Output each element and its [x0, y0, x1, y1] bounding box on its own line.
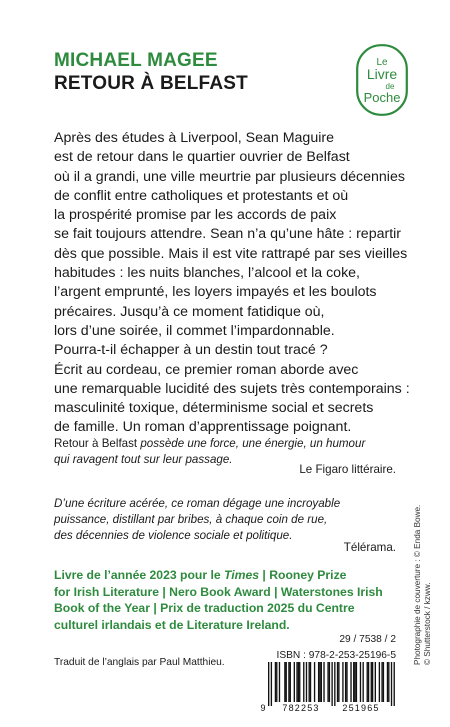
awards-list: [54, 567, 383, 633]
barcode-bar: [303, 662, 304, 702]
blurb-line: Écrit au cordeau, ce premier roman aborde avec: [54, 361, 359, 378]
barcode-digit-first: 9: [260, 703, 266, 712]
quote-text: possède une force, une énergie, un humour: [137, 437, 366, 450]
isbn: ISBN : 978-2-253-25196-5: [276, 650, 396, 661]
press-quote-telerama: [54, 496, 394, 544]
barcode-bar: [353, 662, 354, 702]
barcode-bar: [290, 662, 291, 702]
barcode-bar: [338, 662, 339, 702]
quote-line: qui ravagent tout sur leur passage.: [54, 453, 233, 466]
awards-text: | Rooney Prize: [259, 568, 347, 582]
awards-line: culturel irlandais et de Literature Ireland.: [54, 617, 290, 632]
barcode-bar: [394, 662, 395, 706]
barcode-bar: [342, 662, 343, 702]
barcode-bar: [294, 662, 295, 702]
book-title: RETOUR À BELFAST: [54, 73, 248, 94]
barcode-bar: [372, 662, 373, 702]
quote-line: des décennies de violence sociale et politique.: [54, 529, 293, 542]
barcode-bar: [329, 662, 330, 702]
blurb-line: Après des études à Liverpool, Sean Maguire: [54, 130, 334, 146]
blurb-line: l’argent emprunté, les loyers impayés et les boulots: [54, 284, 377, 301]
logo-text-de: de: [385, 82, 395, 91]
catalog-ref: 29 / 7538 / 2: [339, 634, 396, 645]
logo-text-le: Le: [376, 57, 388, 68]
quote-line: [54, 436, 399, 452]
barcode-bar: [310, 662, 311, 702]
barcode-bar: [306, 662, 307, 702]
barcode-bar: [379, 662, 380, 702]
barcode-bar: [367, 662, 368, 702]
barcode-bar: [387, 662, 388, 702]
barcode-bar: [354, 662, 355, 702]
barcode-digits-left: 782253: [282, 703, 320, 712]
blurb-line: précaires. Jusqu’à ce moment fatidique où,: [54, 303, 325, 320]
logo-text-poche: Poche: [363, 90, 401, 105]
barcode-bar: [327, 662, 328, 702]
credit-line: © Shutterstock / kzww.: [423, 582, 432, 665]
barcode-bar: [356, 662, 357, 702]
quote-book-title: Retour à Belfast: [54, 437, 138, 450]
quote-source-telerama: Télérama.: [343, 541, 396, 554]
barcode-bar: [371, 662, 372, 702]
blurb-line: où il a grandi, une ville meurtrie par plusieurs décennies: [54, 168, 405, 185]
translator-credit: Traduit de l’anglais par Paul Matthieu.: [54, 657, 225, 668]
awards-line: Book of the Year | Prix de traduction 2025 du Centre: [54, 601, 355, 615]
barcode-bar: [334, 662, 335, 706]
livre-de-poche-logo: [356, 44, 408, 116]
quote-source-figaro: Le Figaro littéraire.: [299, 463, 396, 476]
barcode-bar: [314, 662, 315, 702]
barcode-bar: [350, 662, 351, 702]
photo-credits: [413, 505, 433, 665]
barcode-bar: [271, 662, 272, 706]
barcode-bar: [321, 662, 322, 702]
barcode-bar: [381, 662, 382, 702]
barcode-bar: [331, 662, 332, 706]
barcode-bar: [346, 662, 347, 702]
barcode-bar: [345, 662, 346, 702]
credit-line: Photographie de couverture : © Enda Bowe.: [413, 504, 422, 665]
barcode-bar: [279, 662, 280, 702]
blurb-line: lors d’une soirée, il commet l’impardonnable.: [54, 322, 335, 339]
logo-text-livre: Livre: [366, 66, 398, 82]
blurb-line: de conflit entre catholiques et protestants et où: [54, 187, 349, 204]
author-name: MICHAEL MAGEE: [54, 50, 218, 71]
barcode-bar: [391, 662, 392, 706]
blurb-line: Pourra-t-il échapper à un destin tout tracé ?: [54, 342, 328, 359]
barcode-bar: [286, 662, 287, 702]
awards-line: [54, 567, 374, 584]
barcode-bar: [337, 662, 338, 702]
barcode-bar: [375, 662, 376, 702]
blurb-line: de famille. Un roman d’apprentissage poignant.: [54, 419, 352, 436]
barcode-bar: [284, 662, 285, 702]
barcode-bar: [309, 662, 310, 702]
blurb-line: dès que possible. Mais il est vite rattrapé par ses vieilles: [54, 245, 408, 262]
barcode-bar: [288, 662, 289, 702]
blurb-line: masculinité toxique, déterminisme social et secrets: [54, 400, 374, 417]
quote-line: D’une écriture acérée, ce roman dégage une incroyable: [54, 497, 341, 510]
barcode-bar: [368, 662, 369, 702]
barcode-bar: [360, 662, 361, 702]
blurb-line: une remarquable lucidité des sujets très contemporains :: [54, 380, 410, 397]
barcode-bar: [268, 662, 269, 706]
awards-text: Livre de l’année 2023 pour le: [54, 568, 225, 582]
blurb-line: se fait toujours attendre. Sean n’a qu’une hâte : repartir: [54, 226, 402, 243]
awards-line: for Irish Literature | Nero Book Award | Waterstones Irish: [54, 584, 383, 599]
barcode-bar: [275, 662, 276, 702]
barcode-bar: [388, 662, 389, 702]
blurb-line: la prospérité promise par les accords de paix: [54, 207, 337, 224]
barcode-bar: [276, 662, 277, 702]
barcode-bar: [299, 662, 300, 702]
awards-times: Times: [224, 568, 260, 582]
barcode-bar: [318, 662, 319, 702]
ean-barcode: [259, 662, 400, 712]
blurb-line: est de retour dans le quartier ouvrier de Belfast: [54, 149, 350, 166]
barcode-bar: [383, 662, 384, 702]
barcode-bar: [296, 662, 297, 702]
blurb-line: habitudes : les nuits blanches, l’alcool et la coke,: [54, 265, 361, 282]
barcode-bar: [319, 662, 320, 702]
catalog-codes: [277, 634, 397, 661]
barcode-bar: [363, 662, 364, 702]
barcode-digits-right: 251965: [342, 703, 380, 712]
barcode-bar: [323, 662, 324, 702]
quote-line: puissance, distillant par bribes, à chaque coin de rue,: [54, 513, 328, 526]
back-cover-blurb: [54, 129, 414, 438]
barcode-bar: [298, 662, 299, 702]
